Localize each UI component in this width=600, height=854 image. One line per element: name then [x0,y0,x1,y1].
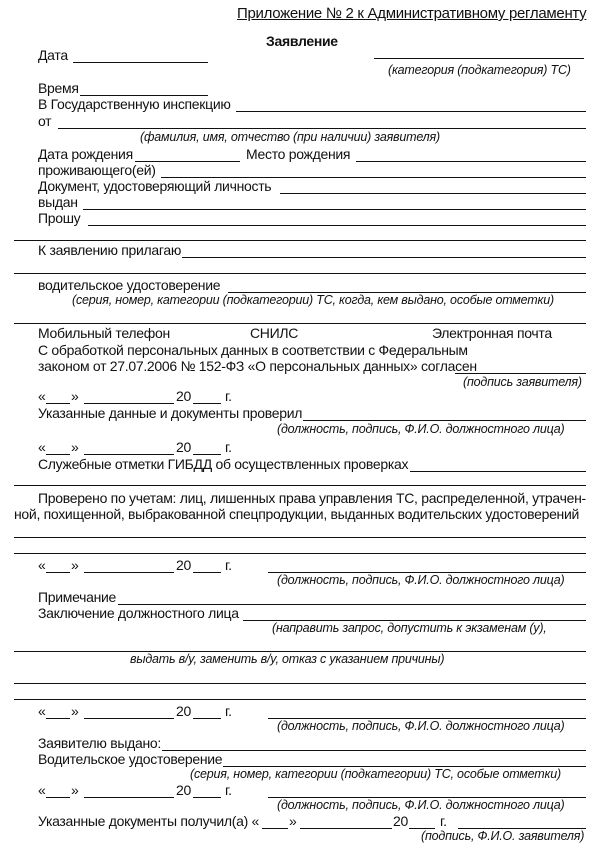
gov-label: В Государственную инспекцию [38,96,231,112]
date1-g: г. [225,388,232,404]
date4-open: « [38,703,46,719]
date2-year: 20 [176,439,191,455]
gibdd-line[interactable] [410,471,586,472]
separator-line [14,323,586,324]
date1-day[interactable] [46,403,70,404]
consent-line-2: законом от 27.07.2006 № 152-ФЗ «О персональных данных» согласен [38,358,477,374]
date1-close: » [71,388,79,404]
date2-open: « [38,439,46,455]
date5-day[interactable] [46,797,70,798]
received-close: » [289,813,297,829]
id-doc-line[interactable] [280,193,586,194]
request-line[interactable] [88,225,586,226]
date2-day[interactable] [46,454,70,455]
official-hint-3: (должность, подпись, Ф.И.О. должностного лица) [277,573,565,587]
issued-to-label: Заявителю выдано: [38,735,161,751]
conclusion-line-3[interactable] [14,683,586,684]
official-hint-1: (должность, подпись, Ф.И.О. должностного лица) [277,422,565,436]
date5-year: 20 [176,782,191,798]
consent-sign-line[interactable] [455,373,586,374]
category-hint: (категория (подкатегория) ТС) [388,63,571,77]
date3-day[interactable] [46,572,70,573]
checked-label: Указанные данные и документы проверил [38,405,303,421]
date1-month[interactable] [84,403,174,404]
dl2-label: Водительское удостоверение [38,751,223,767]
id-doc-label: Документ, удостоверяющий личность [38,178,272,194]
date3-month[interactable] [84,572,174,573]
official-hint-4: (должность, подпись, Ф.И.О. должностного лица) [277,719,565,733]
attach-label: К заявлению прилагаю [38,242,182,258]
date3-year-line[interactable] [193,572,221,573]
residing-label: проживающего(ей) [38,162,156,178]
date2-g: г. [225,439,232,455]
date4-close: » [71,703,79,719]
verified-line-b[interactable] [14,553,586,554]
attach-line[interactable] [182,257,586,258]
applicant-sign-hint: (подпись заявителя) [463,375,582,389]
date1-year: 20 [176,388,191,404]
from-line[interactable] [58,128,586,129]
verified-line-1: Проверено по учетам: лиц, лишенных права управления ТС, распределенной, утрачен- [38,490,586,506]
birthplace-line[interactable] [356,161,586,162]
verified-line-a[interactable] [14,537,586,538]
dl-label: водительское удостоверение [38,277,221,293]
gibdd-line-2[interactable] [14,485,586,486]
consent-line-1: С обработкой персональных данных в соответствии с Федеральным [38,342,468,358]
mobile-label: Мобильный телефон [38,325,170,341]
issued-line[interactable] [83,209,586,210]
doc-title: Заявление [266,33,338,49]
date-line[interactable] [73,62,208,63]
dl2-hint: (серия, номер, категории (подкатегории) ТС, особые отметки) [190,767,561,781]
received-month[interactable] [300,828,392,829]
date5-month[interactable] [84,797,174,798]
conclusion-hint-1: (направить запрос, допустить к экзаменам (у), [272,621,547,635]
dl-hint: (серия, номер, категории (подкатегории) ТС, когда, кем выдано, особые отметки) [72,293,554,307]
date2-year-line[interactable] [193,454,221,455]
conclusion-hint-2: выдать в/у, заменить в/у, отказ с указанием причины) [130,652,445,666]
email-label: Электронная почта [432,325,552,341]
date4-year: 20 [176,703,191,719]
date3-year: 20 [176,557,191,573]
official-hint-5: (должность, подпись, Ф.И.О. должностного лица) [277,798,565,812]
time-label: Время [38,80,79,96]
fio-hint: (фамилия, имя, отчество (при наличии) заявителя) [140,130,440,144]
date4-year-line[interactable] [193,718,221,719]
attach-line-2[interactable] [14,273,586,274]
date1-year-line[interactable] [193,403,221,404]
applicant-sign-hint-2: (подпись, Ф.И.О. заявителя) [421,829,585,843]
date-label: Дата [38,47,68,63]
date3-g: г. [225,557,232,573]
date2-close: » [71,439,79,455]
note-label: Примечание [38,589,117,605]
gibdd-label: Служебные отметки ГИБДД об осуществленных проверках [38,456,409,472]
received-day[interactable] [262,828,288,829]
received-year: 20 [393,813,408,829]
date5-open: « [38,782,46,798]
snils-label: СНИЛС [250,325,299,341]
category-line[interactable] [374,58,584,59]
conclusion-label: Заключение должностного лица [38,605,239,621]
issued-label: выдан [38,194,78,210]
date2-month[interactable] [84,454,174,455]
checked-line[interactable] [303,420,586,421]
date5-close: » [71,782,79,798]
date4-month[interactable] [84,718,174,719]
from-label: от [38,113,52,129]
date3-open: « [38,557,46,573]
verified-line-2: ной, похищенной, выбракованной спецпродукции, выданных водительских удостоверений [14,506,580,522]
birthdate-label: Дата рождения [38,146,133,162]
issued-to-line[interactable] [162,750,586,751]
date5-year-line[interactable] [193,797,221,798]
date1-open: « [38,388,46,404]
received-label: Указанные документы получил(а) « [38,813,260,829]
date4-g: г. [225,703,232,719]
date4-day[interactable] [46,718,70,719]
date3-close: » [71,557,79,573]
appendix-title: Приложение № 2 к Административному регламенту [237,5,587,22]
date5-g: г. [225,782,232,798]
conclusion-line-4[interactable] [14,699,586,700]
received-g: г. [440,813,447,829]
request-label: Прошу [38,210,81,226]
birthplace-label: Место рождения [246,146,351,162]
gov-line[interactable] [236,111,586,112]
request-line-2[interactable] [14,240,586,241]
